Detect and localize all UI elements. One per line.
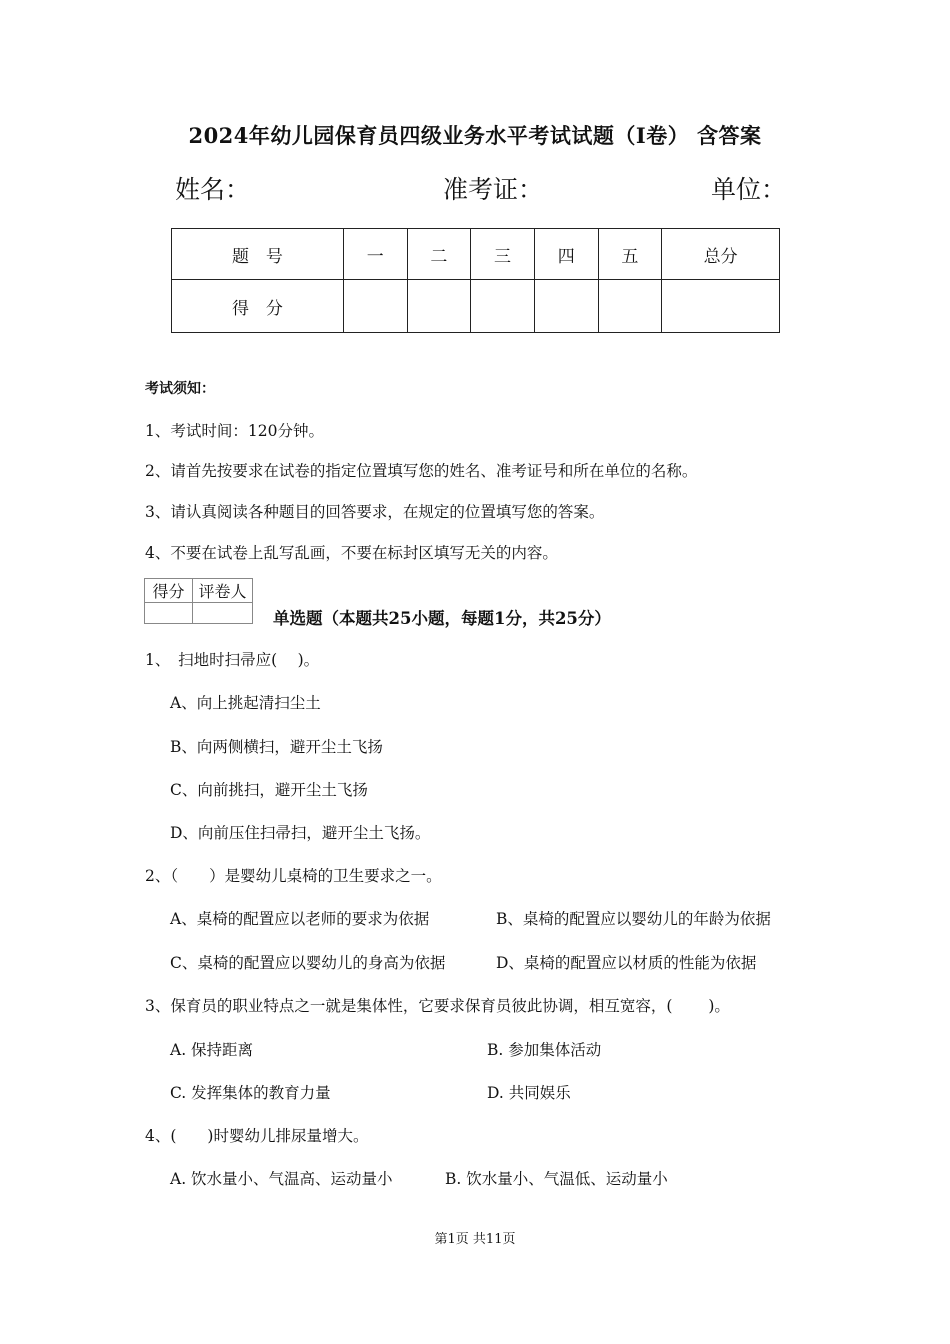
score-header-total: 总分	[662, 229, 780, 280]
unit-field-label: 单位：	[711, 175, 787, 204]
question-stem: 3、保育员的职业特点之一就是集体性，它要求保育员彼此协调，相互宽容，( )。	[145, 997, 730, 1015]
score-cell-2	[407, 280, 471, 333]
notice-item: 1、考试时间：120分钟。	[145, 422, 324, 440]
question-option: B. 饮水量小、气温低、运动量小	[445, 1170, 668, 1188]
score-cell-3	[471, 280, 535, 333]
score-row-label: 得 分	[172, 280, 344, 333]
page-footer: 第1页 共11页	[434, 1232, 516, 1247]
question-option: B. 参加集体活动	[487, 1041, 602, 1059]
score-cell-4	[534, 280, 598, 333]
notice-item: 4、不要在试卷上乱写乱画，不要在标封区填写无关的内容。	[145, 544, 558, 562]
score-header-5: 五	[598, 229, 662, 280]
exam-id-field-label: 准考证：	[443, 175, 544, 204]
question-option: D. 共同娱乐	[487, 1084, 571, 1102]
score-header-2: 二	[407, 229, 471, 280]
question-option: C、桌椅的配置应以婴幼儿的身高为依据	[170, 954, 446, 972]
grader-score-cell	[145, 603, 193, 624]
score-table-score-row	[172, 280, 780, 333]
section-title: 单选题（本题共25小题，每题1分，共25分）	[273, 609, 611, 628]
name-field-label: 姓名：	[175, 175, 251, 204]
grader-score-label: 得分	[145, 579, 193, 603]
question-option: B、桌椅的配置应以婴幼儿的年龄为依据	[496, 910, 771, 928]
question-option: D、向前压住扫帚扫，避开尘土飞扬。	[170, 824, 431, 842]
score-cell-total	[662, 280, 780, 333]
question-option: A. 保持距离	[170, 1041, 254, 1059]
score-header-3: 三	[471, 229, 535, 280]
question-option: C、向前挑扫，避开尘土飞扬	[170, 781, 368, 799]
score-cell-1	[343, 280, 407, 333]
question-option: D、桌椅的配置应以材质的性能为依据	[496, 954, 757, 972]
score-header-1: 一	[343, 229, 407, 280]
notice-item: 2、请首先按要求在试卷的指定位置填写您的姓名、准考证号和所在单位的名称。	[145, 462, 698, 480]
score-cell-5	[598, 280, 662, 333]
score-table-header-row	[172, 229, 780, 280]
question-stem: 4、( )时婴幼儿排尿量增大。	[145, 1127, 369, 1145]
question-option: A、向上挑起清扫尘土	[170, 694, 321, 712]
grader-box	[144, 578, 253, 624]
question-option: B、向两侧横扫，避开尘土飞扬	[170, 738, 383, 756]
question-option: A. 饮水量小、气温高、运动量小	[170, 1170, 393, 1188]
question-stem: 2、（ ）是婴幼儿桌椅的卫生要求之一。	[145, 867, 442, 885]
score-table	[171, 228, 780, 333]
grader-reviewer-cell	[193, 603, 253, 624]
document-title: 2024年幼儿园保育员四级业务水平考试试题（I卷） 含答案	[188, 123, 762, 148]
question-stem: 1、 扫地时扫帚应( )。	[145, 651, 320, 669]
score-header-label: 题 号	[172, 229, 344, 280]
notice-item: 3、请认真阅读各种题目的回答要求，在规定的位置填写您的答案。	[145, 503, 605, 521]
question-option: C. 发挥集体的教育力量	[170, 1084, 331, 1102]
question-option: A、桌椅的配置应以老师的要求为依据	[170, 910, 430, 928]
notice-heading: 考试须知：	[145, 381, 215, 397]
grader-reviewer-label: 评卷人	[193, 579, 253, 603]
score-header-4: 四	[534, 229, 598, 280]
